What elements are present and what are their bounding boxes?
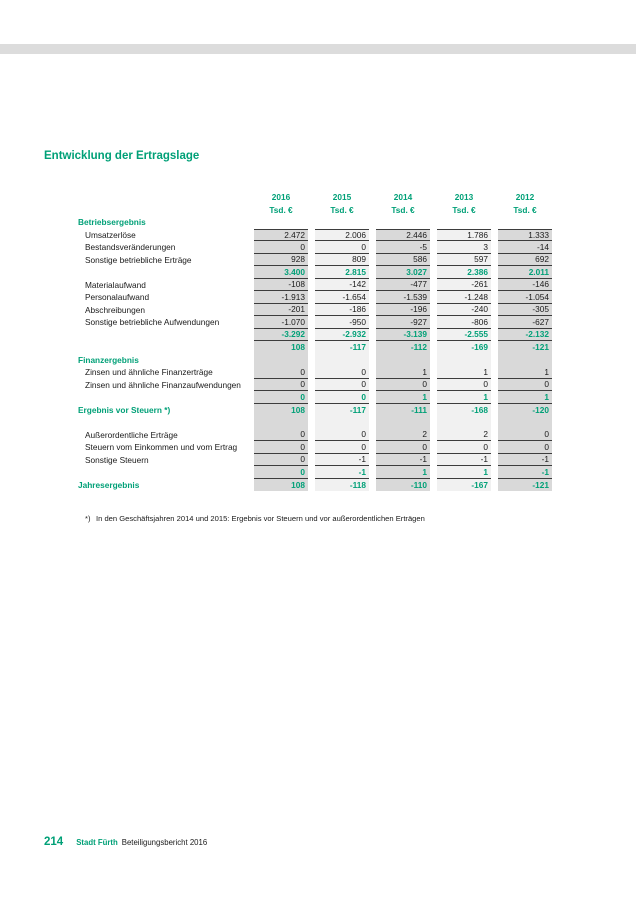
value-cell: -14: [498, 241, 552, 254]
value-cell: 2: [437, 429, 491, 442]
footnote-text: In den Geschäftsjahren 2014 und 2015: Ergebnis vor Steuern und vor außerordentlichen Erträgen: [96, 514, 425, 523]
footnote: [85, 514, 425, 523]
value-cell: [376, 354, 430, 367]
unit-header: Tsd. €: [452, 204, 476, 215]
value-cell: 3.400: [254, 266, 308, 279]
table-row: [78, 466, 552, 479]
value-cell: -1.070: [254, 316, 308, 329]
value-cell: -3.292: [254, 329, 308, 342]
row-label: Umsatzerlöse: [85, 229, 136, 240]
value-cell: -121: [498, 341, 552, 354]
page-top-bar: [0, 44, 636, 54]
value-cell: -261: [437, 279, 491, 292]
value-cell: [254, 216, 308, 229]
table-row: [78, 341, 552, 354]
row-label: [78, 391, 247, 404]
unit-header: Tsd. €: [269, 204, 293, 215]
table-row: [78, 229, 552, 242]
value-cell: -1.054: [498, 291, 552, 304]
page-number: 214: [44, 836, 64, 848]
value-cell: 0: [376, 379, 430, 392]
value-cell: 1: [498, 366, 552, 379]
value-cell: -1.539: [376, 291, 430, 304]
table-row: [78, 366, 552, 379]
value-cell: 2.446: [376, 229, 430, 242]
value-cell: -142: [315, 279, 369, 292]
row-label: Ergebnis vor Steuern *): [78, 404, 171, 415]
row-label: Zinsen und ähnliche Finanzaufwendungen: [85, 379, 241, 390]
value-cell: [254, 416, 308, 429]
value-cell: 2.386: [437, 266, 491, 279]
value-cell: -950: [315, 316, 369, 329]
table-row: [78, 266, 552, 279]
value-cell: 0: [498, 441, 552, 454]
table-row: [78, 216, 552, 229]
value-cell: 928: [254, 254, 308, 267]
footer-publisher: Stadt Fürth: [76, 838, 118, 847]
value-cell: -3.139: [376, 329, 430, 342]
value-cell: 0: [498, 379, 552, 392]
value-cell: [498, 416, 552, 429]
value-cell: [315, 354, 369, 367]
row-label: Sonstige Steuern: [85, 454, 149, 465]
value-cell: 3: [437, 241, 491, 254]
value-cell: -2.932: [315, 329, 369, 342]
value-cell: 0: [437, 441, 491, 454]
table-row: [78, 404, 552, 417]
value-cell: 0: [254, 466, 308, 479]
unit-header-row: [78, 203, 552, 216]
table-row: [78, 454, 552, 467]
value-cell: 1.786: [437, 229, 491, 242]
value-cell: 2.815: [315, 266, 369, 279]
table-row: [78, 279, 552, 292]
value-cell: [498, 354, 552, 367]
value-cell: -2.555: [437, 329, 491, 342]
value-cell: [254, 354, 308, 367]
table-row: [78, 379, 552, 392]
value-cell: -169: [437, 341, 491, 354]
value-cell: -168: [437, 404, 491, 417]
value-cell: -927: [376, 316, 430, 329]
value-cell: 692: [498, 254, 552, 267]
row-label: Personalaufwand: [85, 292, 150, 303]
value-cell: 1: [498, 391, 552, 404]
value-cell: [437, 354, 491, 367]
table-row: [78, 304, 552, 317]
value-cell: 0: [254, 454, 308, 467]
value-cell: -201: [254, 304, 308, 317]
value-cell: -1.248: [437, 291, 491, 304]
value-cell: -305: [498, 304, 552, 317]
value-cell: -118: [315, 479, 369, 492]
value-cell: -240: [437, 304, 491, 317]
value-cell: -1: [498, 454, 552, 467]
value-cell: -1: [315, 466, 369, 479]
value-cell: [315, 216, 369, 229]
value-cell: [376, 216, 430, 229]
footer-report-title: Beteiligungsbericht 2016: [121, 838, 208, 847]
unit-header: Tsd. €: [391, 204, 415, 215]
value-cell: 108: [254, 479, 308, 492]
table-row: [78, 291, 552, 304]
row-label: Steuern vom Einkommen und vom Ertrag: [85, 442, 238, 453]
value-cell: -120: [498, 404, 552, 417]
table-row: [78, 479, 552, 492]
value-cell: 0: [315, 441, 369, 454]
table-row: [78, 391, 552, 404]
value-cell: -110: [376, 479, 430, 492]
row-label: [78, 466, 247, 479]
value-cell: 0: [315, 366, 369, 379]
value-cell: [376, 416, 430, 429]
value-cell: 1: [376, 466, 430, 479]
value-cell: -477: [376, 279, 430, 292]
row-label: [78, 416, 247, 429]
value-cell: [437, 216, 491, 229]
value-cell: 0: [254, 241, 308, 254]
value-cell: [315, 416, 369, 429]
value-cell: 0: [315, 241, 369, 254]
value-cell: -117: [315, 404, 369, 417]
row-label: Betriebsergebnis: [78, 217, 146, 228]
value-cell: 1: [437, 366, 491, 379]
value-cell: 1: [437, 391, 491, 404]
value-cell: 0: [498, 429, 552, 442]
value-cell: 1: [437, 466, 491, 479]
row-label: [78, 266, 247, 279]
year-header: 2012: [515, 191, 535, 202]
table-row: [78, 441, 552, 454]
value-cell: 0: [254, 441, 308, 454]
value-cell: -627: [498, 316, 552, 329]
value-cell: -1.654: [315, 291, 369, 304]
value-cell: 0: [254, 391, 308, 404]
value-cell: 0: [254, 366, 308, 379]
value-cell: -1: [498, 466, 552, 479]
value-cell: -167: [437, 479, 491, 492]
value-cell: 0: [315, 429, 369, 442]
value-cell: 3.027: [376, 266, 430, 279]
value-cell: 2.011: [498, 266, 552, 279]
row-label: [78, 190, 247, 203]
row-label: Bestandsveränderungen: [85, 242, 176, 253]
value-cell: [437, 416, 491, 429]
table-row: [78, 416, 552, 429]
value-cell: -806: [437, 316, 491, 329]
value-cell: -186: [315, 304, 369, 317]
value-cell: 597: [437, 254, 491, 267]
value-cell: -1.913: [254, 291, 308, 304]
unit-header: Tsd. €: [513, 204, 537, 215]
year-header: 2015: [332, 191, 352, 202]
table-row: [78, 329, 552, 342]
value-cell: 2.472: [254, 229, 308, 242]
value-cell: -1: [437, 454, 491, 467]
row-label: Sonstige betriebliche Aufwendungen: [85, 317, 220, 328]
row-label: Sonstige betriebliche Erträge: [85, 254, 192, 265]
table-row: [78, 241, 552, 254]
value-cell: 1: [376, 391, 430, 404]
value-cell: 0: [437, 379, 491, 392]
footnote-marker: *): [85, 514, 91, 523]
table-row: [78, 429, 552, 442]
row-label: Finanzergebnis: [78, 354, 139, 365]
row-label: Abschreibungen: [85, 304, 145, 315]
value-cell: 0: [254, 379, 308, 392]
value-cell: -5: [376, 241, 430, 254]
value-cell: 2: [376, 429, 430, 442]
row-label: [78, 329, 247, 342]
value-cell: -1: [315, 454, 369, 467]
page-title: Entwicklung der Ertragslage: [44, 150, 200, 162]
table-row: [78, 254, 552, 267]
row-label: [78, 203, 247, 216]
value-cell: -1: [376, 454, 430, 467]
value-cell: -146: [498, 279, 552, 292]
row-label: Jahresergebnis: [78, 479, 140, 490]
value-cell: 0: [315, 391, 369, 404]
row-label: Außerordentliche Erträge: [85, 429, 178, 440]
value-cell: -121: [498, 479, 552, 492]
value-cell: [498, 216, 552, 229]
row-label: [78, 341, 247, 354]
value-cell: -2.132: [498, 329, 552, 342]
value-cell: 108: [254, 341, 308, 354]
value-cell: 0: [376, 441, 430, 454]
value-cell: 0: [315, 379, 369, 392]
value-cell: 586: [376, 254, 430, 267]
value-cell: 2.006: [315, 229, 369, 242]
value-cell: 0: [254, 429, 308, 442]
unit-header: Tsd. €: [330, 204, 354, 215]
year-header: 2014: [393, 191, 413, 202]
year-header: 2013: [454, 191, 474, 202]
value-cell: 108: [254, 404, 308, 417]
financial-table: [78, 190, 552, 491]
table-row: [78, 316, 552, 329]
year-header-row: [78, 190, 552, 203]
value-cell: -108: [254, 279, 308, 292]
row-label: Zinsen und ähnliche Finanzerträge: [85, 367, 213, 378]
value-cell: 1: [376, 366, 430, 379]
page-footer: [44, 836, 207, 848]
value-cell: -112: [376, 341, 430, 354]
value-cell: 809: [315, 254, 369, 267]
value-cell: -117: [315, 341, 369, 354]
year-header: 2016: [271, 191, 291, 202]
table-row: [78, 354, 552, 367]
value-cell: -111: [376, 404, 430, 417]
row-label: Materialaufwand: [85, 279, 146, 290]
value-cell: -196: [376, 304, 430, 317]
value-cell: 1.333: [498, 229, 552, 242]
